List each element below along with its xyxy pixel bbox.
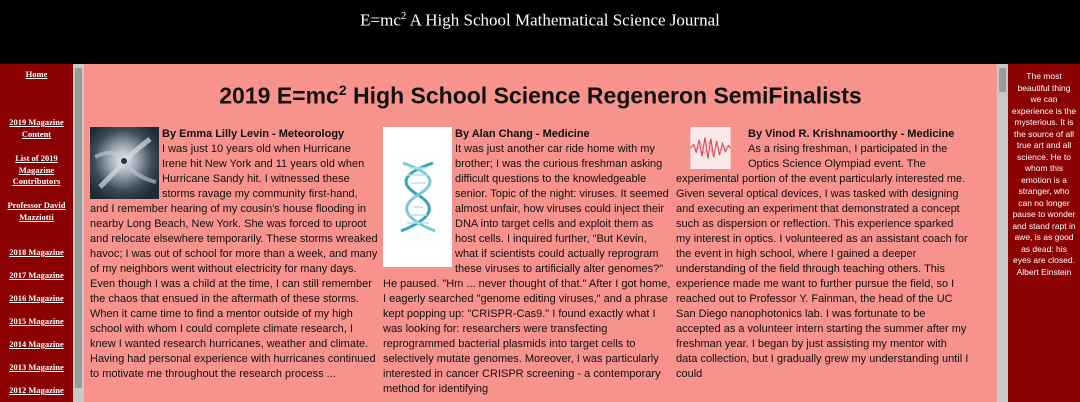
right-sidebar [1008,64,1080,402]
article-text: It was just another car ride home with my brother; I was the curious freshman asking difficult questions to the knowledgeable senior. Topic of the night: viruses. It seemed almost unfair, how viruses could inject their DNA into target cells and exploit them as host cells. I inquired further, "But Kevin, what if scientists could actually reprogram these viruses to artificially alter genomes?" He paused. "Hm ... never thought of that." After I got home, I eagerly searched "genome editing viruses," and a phrase kept popping up: "CRISPR-Cas9." I found exactly what I was looking for: researchers were transfecting reprogrammed bacterial plasmids into target cells to selectively mutate genomes. Moreover, I was particularly interested in cancer CRISPR screening - a contemporary method for identifying [383,143,671,395]
nav-link-2015[interactable]: 2015 Magazine [9,316,64,326]
dna-helix-image [383,127,452,267]
article-text: I was just 10 years old when Hurricane Irene hit New York and 11 years old when Hurricane Sandy hit. I witnessed these storms ravage my community first-hand, and I remember hearing of my cousin's house flooding in nearby Long Beach, New York. She was forced to uproot and relocate elsewhere temporarily. These storms wreaked havoc; I was out of school for more than a week, and many of my neighbors went without electricity for many days. Even though I was a child at the time, I can still remember the chaos that ensued in the aftermath of these storms. When it came time to find a mentor outside of my high school with whom I could complete climate research, I knew I wanted research hurricanes, weather and climate. Having had personal experience with hurricanes continued to motivate me throughout the research process ... [90,143,378,380]
left-scrollbar[interactable] [73,64,84,402]
left-navigation [0,64,73,402]
article-byline: By Vinod R. Krishnamoorthy - Medicine [748,128,955,140]
einstein-quote: The most beautiful thing we can experience is the mysterious. It is the source of all true art and all science. He to whom this emotion is a stranger, who can no longer pause to wonder and stand rapt in awe, is as good as dead: his eyes are closed. Albert Einstein [1011,71,1077,277]
nav-link-2014[interactable]: 2014 Magazine [9,339,64,349]
nav-link-2018[interactable]: 2018 Magazine [9,247,64,257]
site-header [0,0,1080,64]
nav-link-2012[interactable]: 2012 Magazine [9,385,64,395]
right-scrollbar-thumb[interactable] [999,68,1006,92]
article-byline: By Emma Lilly Levin - Meteorology [162,128,345,140]
nav-link-2016[interactable]: 2016 Magazine [9,293,64,303]
nav-link-2017[interactable]: 2017 Magazine [9,270,64,280]
nav-link-2019-content[interactable]: 2019 Magazine Content [9,117,64,139]
nav-link-home[interactable]: Home [25,69,48,79]
article-column-3 [676,127,971,382]
article-column-2 [383,127,671,397]
optics-waveform-image [676,127,745,169]
nav-link-2019-contributors[interactable]: List of 2019 Magazine Contributors [12,153,61,186]
article-column-1 [90,127,378,382]
site-title: $E=mc^2$ A High School Mathematical Science Journal [360,10,720,30]
article-byline: By Alan Chang - Medicine [455,128,590,140]
hurricane-satellite-image [90,127,159,199]
left-scrollbar-thumb[interactable] [75,68,82,388]
main-content [84,64,997,402]
nav-link-professor[interactable]: Professor David Mazziotti [7,200,66,222]
article-text: As a rising freshman, I participated in the Optics Science Olympiad event. The experimental portion of the event particularly interested me. Given several optical devices, I was tasked with designing and executing an experiment that demonstrated a concept such as dispersion or reflection. This experience sparked my interest in optics. I volunteered as an assistant coach for the event in high school, where I gained a deeper understanding of the field through teaching others. This experience made me want to further pursue the field, so I reached out to Professor Y. Fainman, the head of the UC San Diego nanophotonics lab. I was fortunate to be accepted as a volunteer intern starting the summer after my freshman year. I began by just assisting my mentor with data collection, but I gradually grew my understanding until I could [676,143,969,380]
nav-link-2013[interactable]: 2013 Magazine [9,362,64,372]
right-scrollbar[interactable] [997,64,1008,402]
page-title: 2019 $E=mc^2$ High School Science Regeneron SemiFinalists [219,82,862,109]
